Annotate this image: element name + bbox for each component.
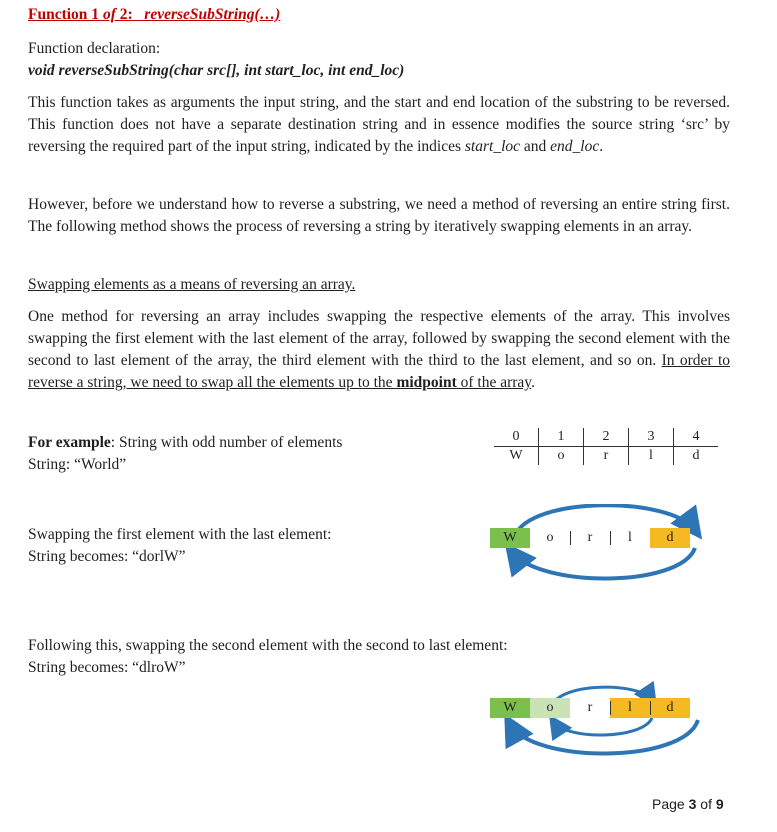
midpoint-term: midpoint [396, 374, 457, 391]
swap-arrow-bottom [512, 548, 695, 579]
paragraph-description-text: This function takes as arguments the input string, and the start and end location of the substring to be reversed. This function does not have a separate destination string and in essence modifies the source string ‘src’ by reversing the required part of the input string, indicated by the indices [28, 94, 730, 155]
array-cell: d [650, 528, 690, 548]
index-cell: 2 [584, 428, 629, 447]
array-cell: o [530, 698, 570, 718]
index-cell: 1 [539, 428, 584, 447]
declaration-signature: void reverseSubString(char src[], int start_loc, int end_loc) [28, 62, 405, 79]
array-cell: r [570, 528, 610, 548]
swap-row-2 [490, 698, 690, 718]
swap-diagram-2 [470, 680, 730, 760]
heading-count: 2: [115, 6, 133, 23]
declaration-label: Function declaration: [28, 40, 161, 57]
and-word: and [520, 138, 551, 155]
array-cell: l [610, 698, 650, 718]
para3-end: . [531, 374, 535, 391]
step2-line2: String becomes: “dlroW” [28, 659, 186, 676]
paragraph-intro: However, before we understand how to reverse a substring, we need a method of reversing an entire string first. The following method shows the process of reversing a string by iteratively swapping elements in an array. [28, 196, 730, 235]
start-loc-term: start_loc [464, 138, 521, 155]
swap-arrow-inner-bottom [554, 718, 652, 735]
example-label: For example [28, 434, 111, 451]
page-label: Page [652, 796, 689, 812]
index-table [494, 428, 718, 465]
index-cell: 4 [674, 428, 719, 447]
array-cell: W [490, 528, 530, 548]
index-cell: 3 [629, 428, 674, 447]
array-cell: r [587, 700, 593, 715]
heading-prefix: Function 1 [28, 6, 103, 23]
underlined-sentence: In order to reverse a string, we need to swap all the elements up to the [28, 352, 730, 391]
para1-end: . [599, 138, 604, 155]
array-cell: o [546, 530, 554, 545]
index-cell: 0 [494, 428, 539, 447]
swap-row-1 [490, 528, 690, 548]
step1-line2: String becomes: “dorlW” [28, 548, 186, 565]
array-cell: d [650, 698, 690, 718]
char-cell: r [584, 447, 629, 466]
function-heading [28, 6, 280, 24]
swapping-subheading: Swapping elements as a means of reversing an array. [28, 276, 356, 293]
heading-function-name: reverseSubString(…) [132, 6, 281, 23]
example-label-line [28, 432, 342, 454]
char-cell: W [509, 448, 523, 463]
paragraph-method [28, 306, 730, 394]
example-label-rest: : String with odd number of elements [110, 434, 343, 451]
array-cell: l [610, 528, 650, 548]
char-cell: l [629, 447, 674, 466]
step1-line1: Swapping the first element with the last element: [28, 526, 332, 543]
total-pages: 9 [715, 796, 724, 812]
step2-line1: Following this, swapping the second element with the second to last element: [28, 637, 508, 654]
array-cell: W [490, 698, 530, 718]
underlined-tail: of the array [456, 374, 532, 391]
paragraph-description [28, 92, 730, 158]
example-string: String: “World” [28, 456, 127, 473]
page-number [652, 796, 724, 812]
char-cell: o [539, 447, 584, 466]
char-cell: d [674, 447, 719, 466]
paragraph-method-text: One method for reversing an array includes swapping the respective elements of the array. This involves swapping the first element with the last element of the array, followed by swapping the second element with the second to last element of the array, the third element with the third to the last element, and so on. [28, 308, 730, 369]
end-loc-term: end_loc [550, 138, 600, 155]
heading-of: of [102, 6, 116, 23]
swap-arrow-outer-bottom [510, 720, 698, 754]
page-of: of [696, 796, 716, 812]
current-page: 3 [688, 796, 697, 812]
